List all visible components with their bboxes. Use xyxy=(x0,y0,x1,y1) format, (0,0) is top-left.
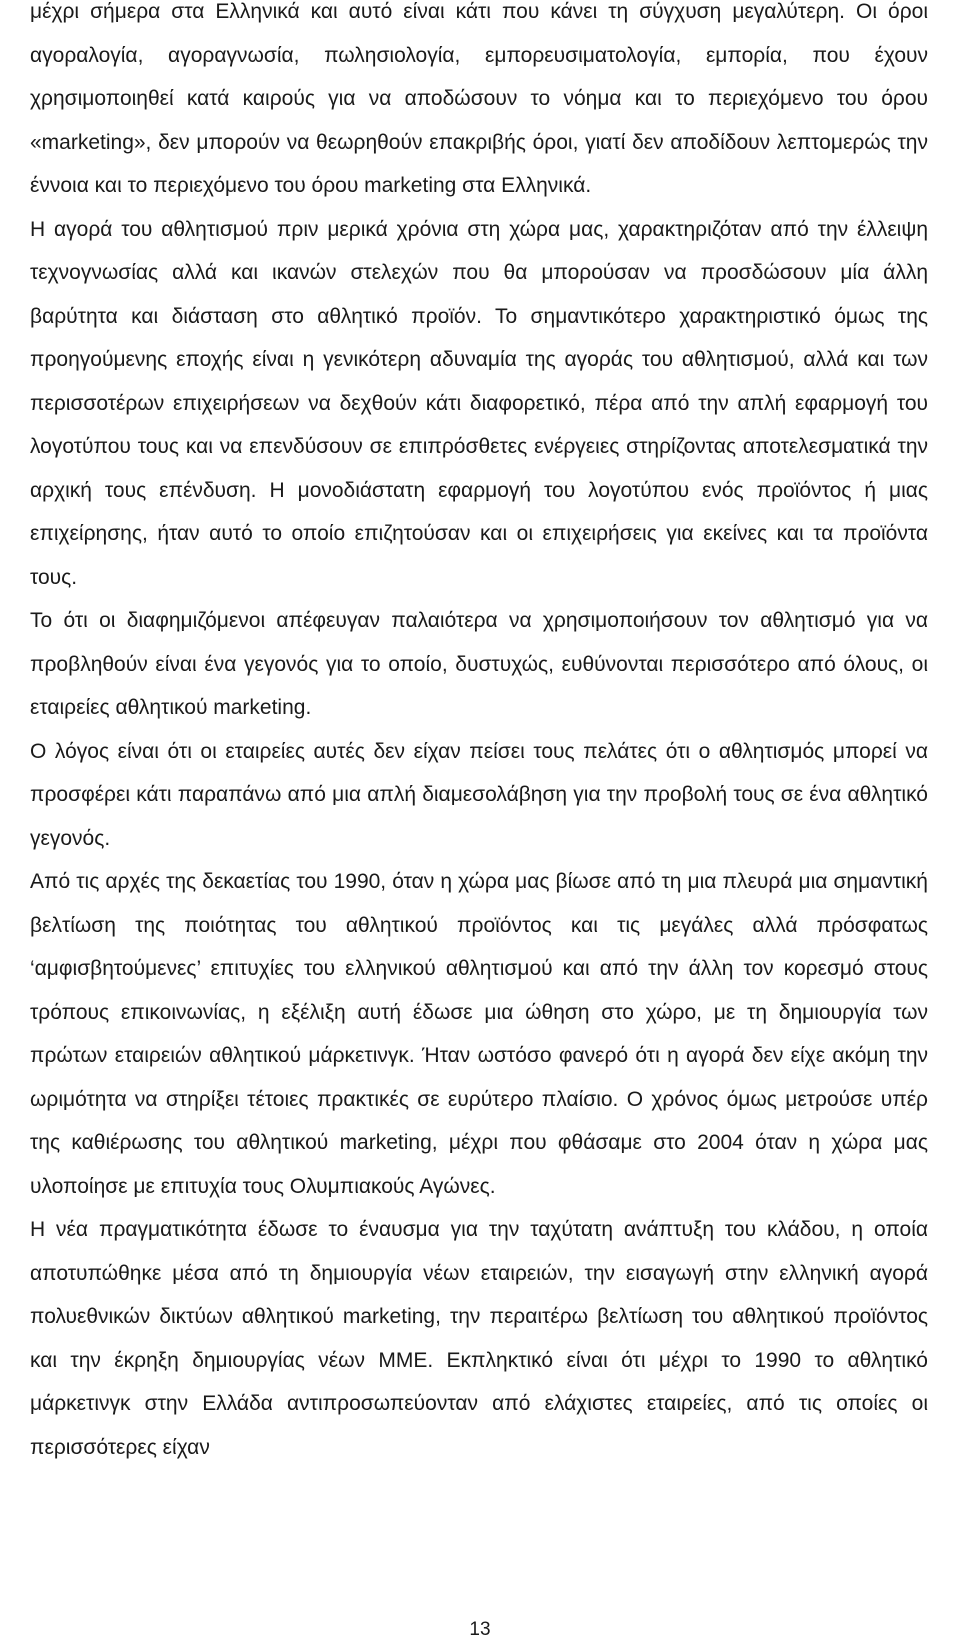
text-body xyxy=(30,0,928,1469)
paragraph-2: Η αγορά του αθλητισμού πριν μερικά χρόνια στη χώρα μας, χαρακτηριζόταν από την έλλειψη τεχνογνωσίας αλλά και ικανών στελεχών που θα μπορούσαν να προσδώσουν μία άλλη βαρύτητα και διάσταση στο αθλητικό προϊόν. Το σημαντικότερο χαρακτηριστικό όμως της προηγούμενης εποχής είναι η γενικότερη αδυναμία της αγοράς του αθλητισμού, αλλά και των περισσοτέρων επιχειρήσεων να δεχθούν κάτι διαφορετικό, πέρα από την απλή εφαρμογή του λογοτύπου τους και να επενδύσουν σε επιπρόσθετες ενέργειες στηρίζοντας αποτελεσματικά την αρχική τους επένδυση. Η μονοδιάστατη εφαρμογή του λογοτύπου ενός προϊόντος ή μιας επιχείρησης, ήταν αυτό το οποίο επιζητούσαν και οι επιχειρήσεις για εκείνες και τα προϊόντα τους. xyxy=(30,217,928,589)
paragraph-4: Ο λόγος είναι ότι οι εταιρείες αυτές δεν είχαν πείσει τους πελάτες ότι ο αθλητισμός μπορεί να προσφέρει κάτι παραπάνω από μια απλή διαμεσολάβηση για την προβολή τους σε ένα αθλητικό γεγονός. xyxy=(30,739,928,850)
paragraph-5: Από τις αρχές της δεκαετίας του 1990, όταν η χώρα μας βίωσε από τη μια πλευρά μια σημαντική βελτίωση της ποιότητας του αθλητικού προϊόντος και τις μεγάλες αλλά πρόσφατως ‘αμφισβητούμενες’ επιτυχίες του ελληνικού αθλητισμού και από την άλλη τον κορεσμό στους τρόπους επικοινωνίας, η εξέλιξη αυτή έδωσε μια ώθηση στο χώρο, με τη δημιουργία των πρώτων εταιρειών αθλητικού μάρκετινγκ. Ήταν ωστόσο φανερό ότι η αγορά δεν είχε ακόμη την ωριμότητα να στηρίξει τέτοιες πρακτικές σε ευρύτερο πλαίσιο. Ο χρόνος όμως μετρούσε υπέρ της καθιέρωσης του αθλητικού marketing, μέχρι που φθάσαμε στο 2004 όταν η χώρα μας υλοποίησε με επιτυχία τους Ολυμπιακούς Αγώνες. xyxy=(30,870,928,1198)
paragraph-6: Η νέα πραγματικότητα έδωσε το έναυσμα για την ταχύτατη ανάπτυξη του κλάδου, η οποία αποτυπώθηκε μέσα από τη δημιουργία νέων εταιρειών, την εισαγωγή στην ελληνική αγορά πολυεθνικών δικτύων αθλητικού marketing, την περαιτέρω βελτίωση του αθλητικού προϊόντος και την έκρηξη δημιουργίας νέων ΜΜΕ. Εκπληκτικό είναι ότι μέχρι το 1990 το αθλητικό μάρκετινγκ στην Ελλάδα αντιπροσωπεύονταν από ελάχιστες εταιρείες, από τις οποίες οι περισσότερες είχαν xyxy=(30,1218,928,1459)
paragraph-1: μέχρι σήμερα στα Ελληνικά και αυτό είναι κάτι που κάνει τη σύγχυση μεγαλύτερη. Οι όροι αγοραλογία, αγοραγνωσία, πωλησιολογία, εμπορευσιματολογία, εμπορία, που έχουν χρησιμοποιηθεί κατά καιρούς για να αποδώσουν το νόημα και το περιεχόμενο του όρου «marketing», δεν μπορούν να θεωρηθούν επακριβής όροι, γιατί δεν αποδίδουν λεπτομερώς την έννοια και το περιεχόμενο του όρου marketing στα Ελληνικά. xyxy=(30,0,928,197)
page-number: 13 xyxy=(469,1619,491,1640)
paragraph-3: Το ότι οι διαφημιζόμενοι απέφευγαν παλαιότερα να χρησιμοποιήσουν τον αθλητισμό για να προβληθούν είναι ένα γεγονός για το οποίο, δυστυχώς, ευθύνονται περισσότερο από όλους, οι εταιρείες αθλητικού marketing. xyxy=(30,609,928,719)
